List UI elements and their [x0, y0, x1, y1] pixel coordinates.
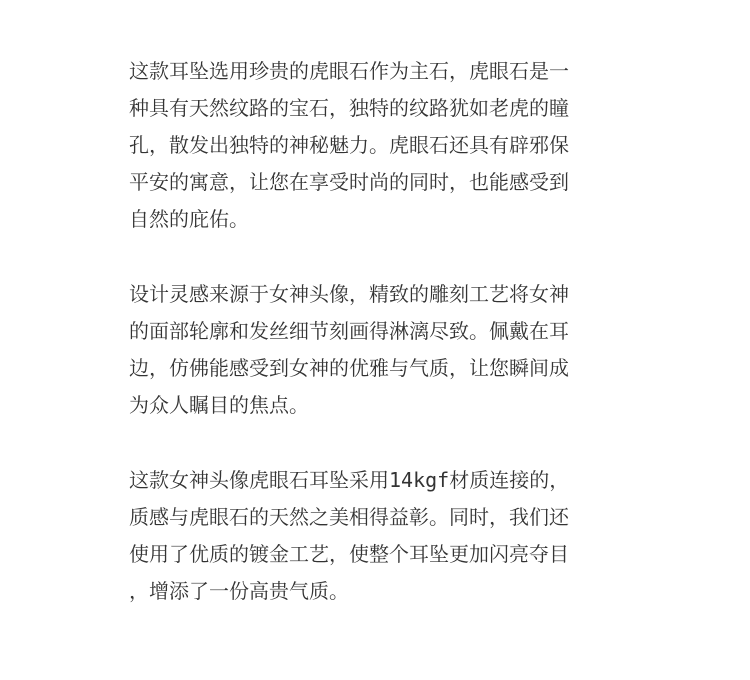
text-line: 的面部轮廓和发丝细节刻画得淋漓尽致。佩戴在耳	[129, 319, 569, 343]
text-line: 为众人瞩目的焦点。	[129, 393, 309, 417]
paragraph-tiger-eye-stone	[129, 53, 619, 238]
paragraph-spacer	[129, 238, 619, 276]
text-line: 平安的寓意，让您在享受时尚的同时，也能感受到	[129, 170, 569, 194]
text-line: 种具有天然纹路的宝石，独特的纹路犹如老虎的瞳	[129, 96, 569, 120]
text-line: 孔，散发出独特的神秘魅力。虎眼石还具有辟邪保	[129, 133, 569, 157]
text-line: 边，仿佛能感受到女神的优雅与气质，让您瞬间成	[129, 356, 569, 380]
paragraph-design-inspiration	[129, 276, 619, 424]
text-line: 这款女神头像虎眼石耳坠采用14kgf材质连接的，	[129, 468, 570, 492]
product-description	[129, 53, 619, 610]
text-line: 这款耳坠选用珍贵的虎眼石作为主石，虎眼石是一	[129, 59, 569, 83]
paragraph-spacer	[129, 424, 619, 462]
text-line: 自然的庇佑。	[129, 207, 249, 231]
text-line: ，增添了一份高贵气质。	[129, 579, 349, 603]
text-line: 使用了优质的镀金工艺，使整个耳坠更加闪亮夺目	[129, 542, 569, 566]
text-line: 质感与虎眼石的天然之美相得益彰。同时，我们还	[129, 505, 569, 529]
text-line: 设计灵感来源于女神头像，精致的雕刻工艺将女神	[129, 282, 569, 306]
paragraph-material-craft	[129, 462, 619, 610]
